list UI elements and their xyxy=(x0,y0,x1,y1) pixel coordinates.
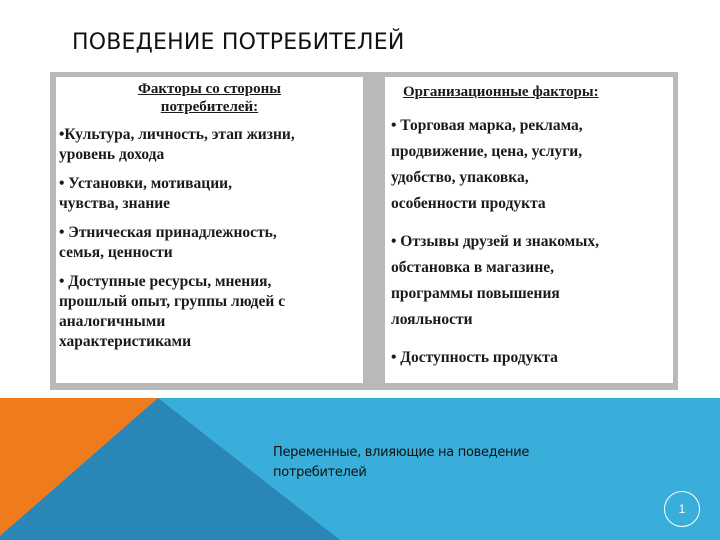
organizational-factors-heading: Организационные факторы: xyxy=(403,84,599,100)
consumer-factors-heading xyxy=(56,80,363,116)
organizational-factors-column xyxy=(385,77,673,383)
page-number-badge: 1 xyxy=(664,491,700,527)
consumer-factors-column xyxy=(56,77,363,383)
factors-table xyxy=(50,72,678,390)
consumer-factor-item: • Этническая принадлежность, семья, ценности xyxy=(59,224,277,261)
consumer-factor-item: •Культура, личность, этап жизни, уровень дохода xyxy=(59,126,295,163)
organizational-factor-item: • Отзывы друзей и знакомых, обстановка в магазине, программы повышения лояльности xyxy=(391,233,599,328)
consumer-factor-item: • Доступные ресурсы, мнения, прошлый опыт, группы людей с аналогичными характеристиками xyxy=(59,273,286,350)
caption-line2: потребителей xyxy=(273,465,367,480)
organizational-factor-item: • Торговая марка, реклама, продвижение, цена, услуги, удобство, упаковка, особенности продукта xyxy=(391,117,583,212)
consumer-heading-line1: Факторы со стороны xyxy=(138,81,281,97)
consumer-factor-item: • Установки, мотивации, чувства, знание xyxy=(59,175,232,212)
caption-line1: Переменные, влияющие на поведение xyxy=(273,445,530,460)
slide-title: ПОВЕДЕНИЕ ПОТРЕБИТЕЛЕЙ xyxy=(72,30,405,55)
slide-caption xyxy=(273,443,529,483)
consumer-heading-line2: потребителей: xyxy=(160,99,259,115)
organizational-factor-item: • Доступность продукта xyxy=(391,349,558,366)
